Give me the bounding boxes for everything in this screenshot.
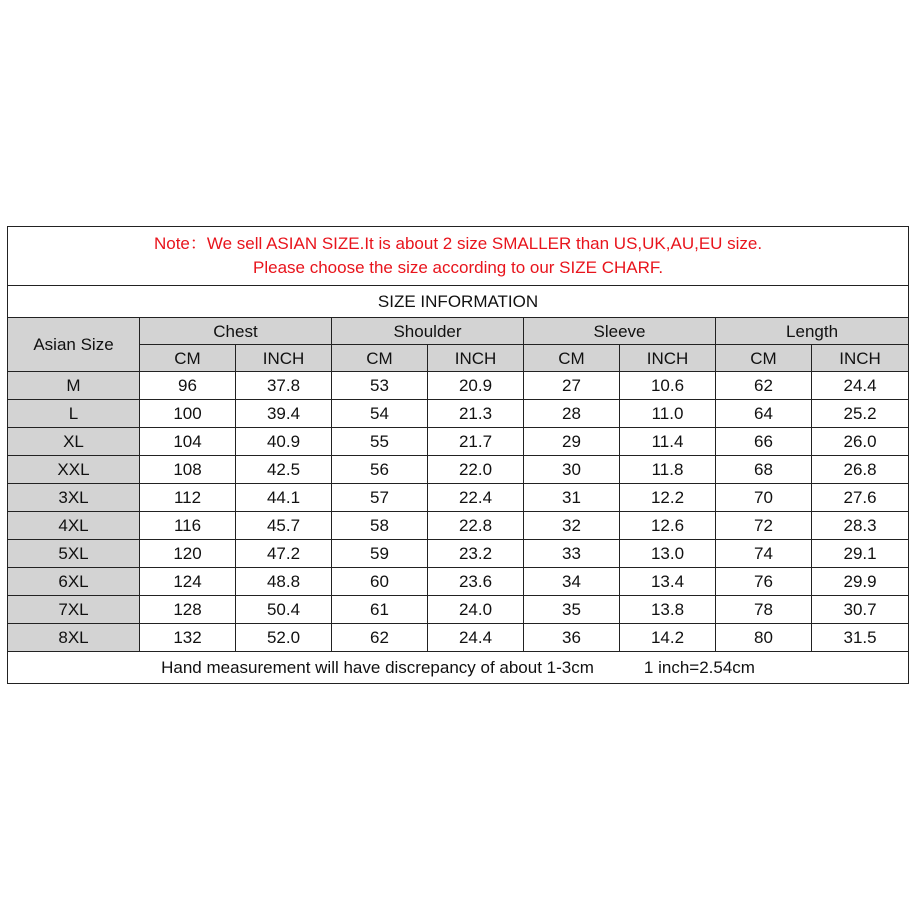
size-label-cell: 3XL: [8, 484, 140, 512]
shoulder-cm-cell: 55: [332, 428, 428, 456]
sleeve-inch-cell: 13.8: [620, 596, 716, 624]
header-shoulder: Shoulder: [332, 318, 524, 345]
chest-cm-cell: 124: [140, 568, 236, 596]
size-label-cell: L: [8, 400, 140, 428]
size-label-cell: 5XL: [8, 540, 140, 568]
table-row: [8, 568, 909, 596]
table-row: [8, 624, 909, 652]
shoulder-inch-cell: 24.0: [428, 596, 524, 624]
length-inch-cell: 28.3: [812, 512, 909, 540]
length-inch-cell: 26.0: [812, 428, 909, 456]
measurement-note: Hand measurement will have discrepancy of about 1-3cm: [161, 658, 594, 677]
sleeve-cm-cell: 34: [524, 568, 620, 596]
shoulder-inch-cell: 23.2: [428, 540, 524, 568]
length-cm-cell: 76: [716, 568, 812, 596]
chest-inch-cell: 42.5: [236, 456, 332, 484]
sleeve-inch-cell: 11.8: [620, 456, 716, 484]
header-chest-cm: CM: [140, 345, 236, 372]
size-label-cell: M: [8, 372, 140, 400]
table-row: [8, 596, 909, 624]
length-cm-cell: 66: [716, 428, 812, 456]
shoulder-cm-cell: 57: [332, 484, 428, 512]
header-shoulder-cm: CM: [332, 345, 428, 372]
length-inch-cell: 29.9: [812, 568, 909, 596]
title-row: [8, 286, 909, 318]
shoulder-cm-cell: 58: [332, 512, 428, 540]
sleeve-cm-cell: 28: [524, 400, 620, 428]
header-sleeve: Sleeve: [524, 318, 716, 345]
shoulder-cm-cell: 53: [332, 372, 428, 400]
header-chest-inch: INCH: [236, 345, 332, 372]
table-row: [8, 540, 909, 568]
sleeve-inch-cell: 11.4: [620, 428, 716, 456]
sleeve-cm-cell: 27: [524, 372, 620, 400]
chest-inch-cell: 40.9: [236, 428, 332, 456]
shoulder-inch-cell: 20.9: [428, 372, 524, 400]
chest-cm-cell: 108: [140, 456, 236, 484]
sleeve-cm-cell: 33: [524, 540, 620, 568]
size-label-cell: 7XL: [8, 596, 140, 624]
header-shoulder-inch: INCH: [428, 345, 524, 372]
size-label-cell: 4XL: [8, 512, 140, 540]
chest-cm-cell: 132: [140, 624, 236, 652]
table-row: [8, 372, 909, 400]
header-length-cm: CM: [716, 345, 812, 372]
length-cm-cell: 78: [716, 596, 812, 624]
shoulder-cm-cell: 62: [332, 624, 428, 652]
length-inch-cell: 26.8: [812, 456, 909, 484]
size-label-cell: XL: [8, 428, 140, 456]
sleeve-cm-cell: 31: [524, 484, 620, 512]
length-cm-cell: 62: [716, 372, 812, 400]
chest-inch-cell: 37.8: [236, 372, 332, 400]
shoulder-inch-cell: 22.8: [428, 512, 524, 540]
chest-cm-cell: 116: [140, 512, 236, 540]
length-cm-cell: 64: [716, 400, 812, 428]
header-unit-row: [8, 345, 909, 372]
length-inch-cell: 29.1: [812, 540, 909, 568]
length-inch-cell: 30.7: [812, 596, 909, 624]
shoulder-cm-cell: 56: [332, 456, 428, 484]
sleeve-inch-cell: 12.6: [620, 512, 716, 540]
sleeve-cm-cell: 35: [524, 596, 620, 624]
length-cm-cell: 70: [716, 484, 812, 512]
chest-inch-cell: 39.4: [236, 400, 332, 428]
shoulder-inch-cell: 22.4: [428, 484, 524, 512]
sleeve-cm-cell: 29: [524, 428, 620, 456]
table-row: [8, 400, 909, 428]
sleeve-inch-cell: 10.6: [620, 372, 716, 400]
shoulder-inch-cell: 24.4: [428, 624, 524, 652]
chest-cm-cell: 120: [140, 540, 236, 568]
size-label-cell: 6XL: [8, 568, 140, 596]
table-row: [8, 456, 909, 484]
table-row: [8, 484, 909, 512]
sleeve-inch-cell: 11.0: [620, 400, 716, 428]
chest-cm-cell: 112: [140, 484, 236, 512]
header-length-inch: INCH: [812, 345, 909, 372]
chest-cm-cell: 128: [140, 596, 236, 624]
size-chart-table: [7, 226, 909, 684]
header-group-row: [8, 318, 909, 345]
shoulder-cm-cell: 61: [332, 596, 428, 624]
shoulder-cm-cell: 54: [332, 400, 428, 428]
header-sleeve-cm: CM: [524, 345, 620, 372]
size-note: [8, 227, 909, 286]
chest-inch-cell: 47.2: [236, 540, 332, 568]
length-inch-cell: 25.2: [812, 400, 909, 428]
length-cm-cell: 68: [716, 456, 812, 484]
chest-inch-cell: 52.0: [236, 624, 332, 652]
chest-cm-cell: 100: [140, 400, 236, 428]
shoulder-inch-cell: 22.0: [428, 456, 524, 484]
sleeve-cm-cell: 36: [524, 624, 620, 652]
size-note-line-2: Please choose the size according to our SIZE CHARF.: [253, 258, 664, 277]
length-cm-cell: 72: [716, 512, 812, 540]
footer-note: [8, 652, 909, 684]
length-inch-cell: 31.5: [812, 624, 909, 652]
shoulder-inch-cell: 23.6: [428, 568, 524, 596]
header-chest: Chest: [140, 318, 332, 345]
header-length: Length: [716, 318, 909, 345]
sleeve-cm-cell: 32: [524, 512, 620, 540]
size-label-cell: 8XL: [8, 624, 140, 652]
table-row: [8, 428, 909, 456]
chest-inch-cell: 45.7: [236, 512, 332, 540]
chart-title: SIZE INFORMATION: [8, 286, 909, 318]
chest-cm-cell: 104: [140, 428, 236, 456]
sleeve-cm-cell: 30: [524, 456, 620, 484]
table-row: [8, 512, 909, 540]
shoulder-cm-cell: 60: [332, 568, 428, 596]
note-row: [8, 227, 909, 286]
sleeve-inch-cell: 12.2: [620, 484, 716, 512]
chest-inch-cell: 44.1: [236, 484, 332, 512]
header-sleeve-inch: INCH: [620, 345, 716, 372]
size-note-line-1: Note：We sell ASIAN SIZE.It is about 2 size SMALLER than US,UK,AU,EU size.: [153, 234, 763, 253]
chest-cm-cell: 96: [140, 372, 236, 400]
chest-inch-cell: 48.8: [236, 568, 332, 596]
shoulder-inch-cell: 21.7: [428, 428, 524, 456]
length-cm-cell: 80: [716, 624, 812, 652]
sleeve-inch-cell: 13.4: [620, 568, 716, 596]
conversion-note: 1 inch=2.54cm: [643, 658, 755, 677]
length-inch-cell: 27.6: [812, 484, 909, 512]
footer-row: [8, 652, 909, 684]
sleeve-inch-cell: 14.2: [620, 624, 716, 652]
size-label-cell: XXL: [8, 456, 140, 484]
length-inch-cell: 24.4: [812, 372, 909, 400]
sleeve-inch-cell: 13.0: [620, 540, 716, 568]
header-asian-size: Asian Size: [8, 318, 140, 372]
shoulder-cm-cell: 59: [332, 540, 428, 568]
length-cm-cell: 74: [716, 540, 812, 568]
chest-inch-cell: 50.4: [236, 596, 332, 624]
shoulder-inch-cell: 21.3: [428, 400, 524, 428]
